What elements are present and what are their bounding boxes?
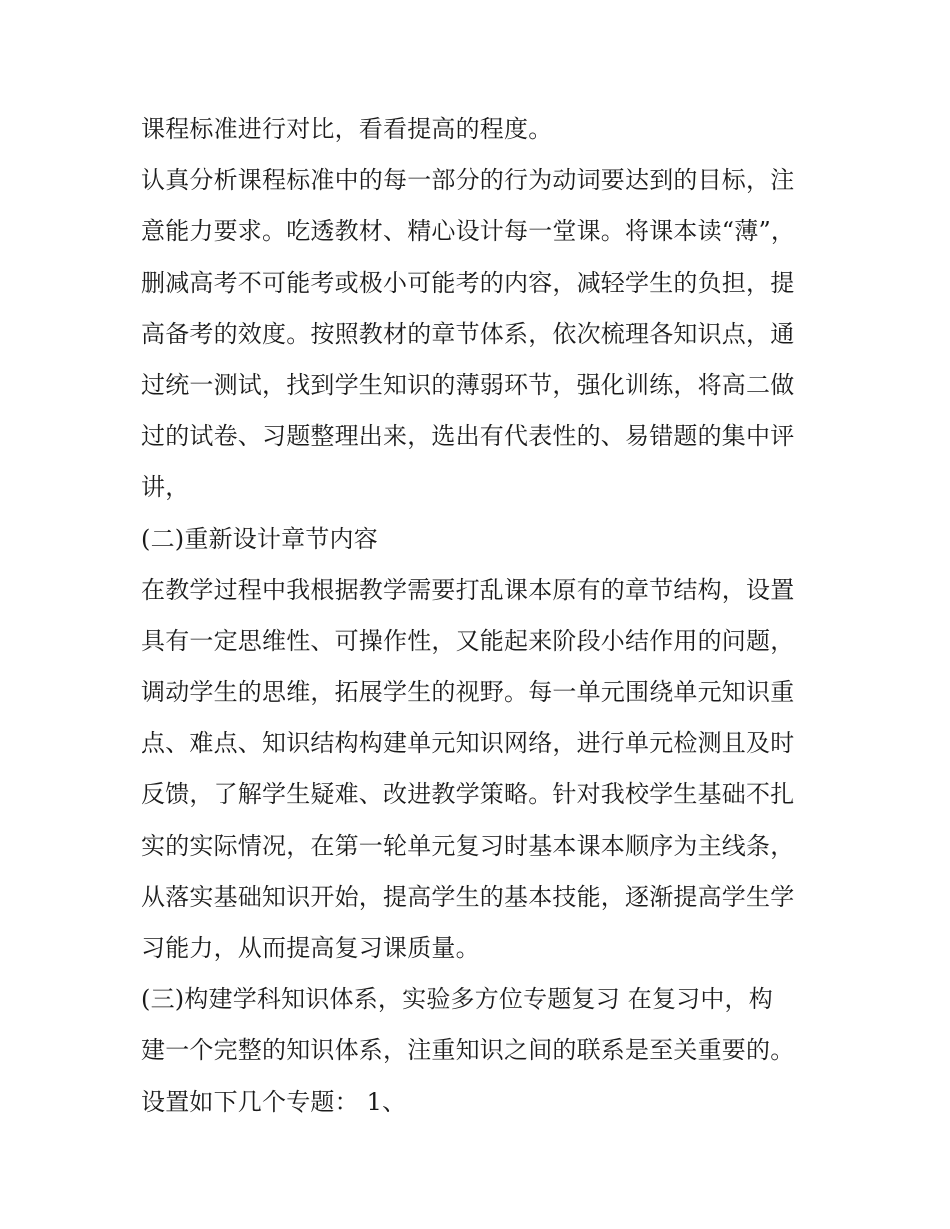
text-line: 讲， (141, 473, 190, 502)
text-line: 意能力要求。吃透教材、精心设计每一堂课。将课本读“薄”， (141, 217, 796, 246)
section-heading: (三)构建学科知识体系，实验多方位专题复习 在复习中，构 (141, 985, 773, 1014)
text-line: 反馈，了解学生疑难、改进教学策略。针对我校学生基础不扎 (141, 780, 795, 809)
text-line: 建一个完整的知识体系，注重知识之间的联系是至关重要的。 (141, 1036, 795, 1065)
text-line: 实的实际情况，在第一轮单元复习时基本课本顺序为主线条， (141, 831, 795, 860)
text-line: 点、难点、知识结构构建单元知识网络，进行单元检测且及时 (141, 729, 795, 758)
text-line: 调动学生的思维，拓展学生的视野。每一单元围绕单元知识重 (141, 678, 795, 707)
text-line: 课程标准进行对比，看看提高的程度。 (141, 115, 553, 143)
text-line: 在教学过程中我根据教学需要打乱课本原有的章节结构，设置 (141, 575, 795, 604)
text-line: 具有一定思维性、可操作性，又能起来阶段小结作用的问题， (141, 626, 795, 655)
text-line: 过统一测试，找到学生知识的薄弱环节，强化训练，将高二做 (141, 370, 795, 399)
text-line: 习能力，从而提高复习课质量。 (141, 934, 480, 962)
text-line: 从落实基础知识开始，提高学生的基本技能，逐渐提高学生学 (141, 882, 795, 911)
text-line: 过的试卷、习题整理出来，选出有代表性的、易错题的集中评 (141, 422, 795, 451)
text-line: 删减高考不可能考或极小可能考的内容，减轻学生的负担，提 (141, 268, 795, 297)
text-line: 高备考的效度。按照教材的章节体系，依次梳理各知识点，通 (141, 319, 795, 348)
text-line: 认真分析课程标准中的每一部分的行为动词要达到的目标，注 (141, 166, 795, 195)
section-heading: (二)重新设计章节内容 (141, 524, 378, 553)
text-line: 设置如下几个专题： 1、 (141, 1087, 407, 1116)
body-text (141, 104, 821, 1128)
